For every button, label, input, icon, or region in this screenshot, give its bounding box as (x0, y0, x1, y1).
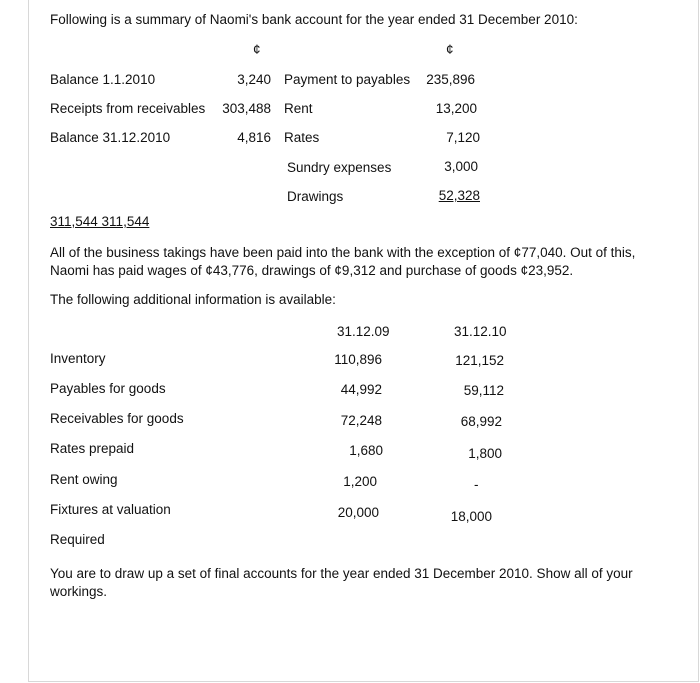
bank-right-amount: 3,000 (444, 159, 478, 174)
bank-left-label: Balance 1.1.2010 (50, 72, 156, 87)
instruction-text: You are to draw up a set of final accounts for the year ended 31 December 2010. Show all of your workings. (50, 566, 633, 599)
bank-right-amount: 7,120 (446, 130, 480, 145)
bank-left-amount: 3,240 (237, 72, 271, 87)
table-row-label: Receivables for goods (50, 411, 184, 426)
table-header-2010: 31.12.10 (454, 324, 507, 339)
table-row-label: Rent owing (50, 472, 118, 487)
bank-right-label: Rent (284, 101, 313, 116)
table-row-value-2010: - (474, 477, 479, 492)
table-row-value-2009: 20,000 (337, 505, 379, 520)
bank-right-amount: 52,328 (438, 188, 480, 203)
bank-left-amount: 4,816 (237, 130, 271, 145)
paragraph-additional-info: The following additional information is available: (50, 292, 336, 307)
bank-right-label: Payment to payables (284, 72, 411, 87)
table-row-value-2010: 18,000 (450, 509, 492, 524)
table-row-value-2010: 1,800 (468, 446, 502, 461)
intro-text: Following is a summary of Naomi's bank account for the year ended 31 December 2010: (50, 12, 578, 27)
table-row-value-2010: 59,112 (463, 383, 504, 398)
bank-left-label: Balance 31.12.2010 (50, 130, 171, 145)
bank-right-amount: 13,200 (435, 101, 477, 116)
table-row-label: Fixtures at valuation (50, 502, 171, 517)
currency-header-left: ¢ (253, 42, 261, 57)
table-header-2009: 31.12.09 (337, 324, 390, 339)
table-row-value-2009: 1,200 (343, 474, 377, 489)
table-row-value-2010: 121,152 (455, 353, 504, 368)
table-row-value-2009: 1,680 (349, 443, 383, 458)
table-row-label: Rates prepaid (50, 441, 135, 456)
required-heading: Required (50, 532, 105, 547)
table-row-label: Inventory (50, 351, 106, 366)
table-row-value-2010: 68,992 (460, 414, 502, 429)
totals-line: 311,544 311,544 (50, 214, 150, 229)
table-row-value-2009: 110,896 (334, 352, 382, 367)
table-row-label: Payables for goods (50, 381, 166, 396)
bank-left-label: Receipts from receivables (50, 101, 206, 116)
table-row-value-2009: 72,248 (340, 413, 382, 428)
table-row-value-2009: 44,992 (340, 382, 382, 397)
bank-right-label: Rates (284, 130, 320, 145)
bank-right-amount: 235,896 (426, 72, 475, 87)
bank-right-label: Sundry expenses (287, 160, 392, 175)
paragraph-takings: All of the business takings have been paid into the bank with the exception of ¢77,040. Out of this, Naomi has paid wages of ¢43,776, drawings of ¢9,312 and purchase of goods ¢23,952. (50, 245, 636, 278)
currency-header-right: ¢ (446, 42, 454, 57)
bank-left-amount: 303,488 (222, 101, 271, 116)
bank-right-label: Drawings (287, 189, 344, 204)
